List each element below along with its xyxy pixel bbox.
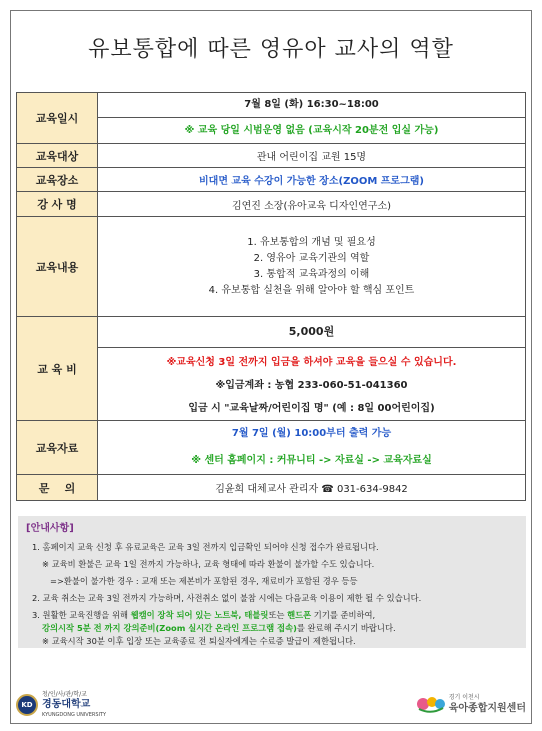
- target-value: 관내 어린이집 교원 15명: [98, 144, 526, 168]
- fee-deposit-note: 입금 시 "교육날짜/어린이집 명" (예 : 8일 00어린이집): [188, 403, 435, 414]
- notice-box: [18, 516, 526, 648]
- place-value: 비대면 교육 수강이 가능한 장소(ZOOM 프로그램): [98, 168, 526, 192]
- notice-highlight: 강의시작 5분 전 까지 강의준비(Zoom 실시간 온라인 프로그램 접속): [42, 623, 297, 633]
- label-target: 교육대상: [17, 144, 98, 168]
- date-note: ※ 교육 당일 시범운영 없음 (교육시작 20분전 입실 가능): [184, 125, 439, 136]
- university-name-en: KYUNGDONG UNIVERSITY: [42, 712, 107, 718]
- university-name: 경동대학교: [42, 699, 91, 710]
- label-instructor: 강 사 명: [17, 192, 98, 217]
- fee-account: ※입금계좌 : 농협 233-060-51-041360: [215, 380, 408, 391]
- materials-date: 7월 7일 (월) 10:00부터 출력 가능: [231, 428, 392, 439]
- fee-warning: ※교육신청 3일 전까지 입금을 하셔야 교육을 들으실 수 있습니다.: [166, 357, 457, 368]
- contact-value: 김윤희 대체교사 관리자 ☎ 031-634-9842: [98, 475, 526, 501]
- row-contents: [17, 217, 526, 317]
- label-contents: 교육내용: [17, 217, 98, 317]
- instructor-value: 김연진 소장(유아교육 디자인연구소): [98, 192, 526, 217]
- center-region: 경기 이천시: [448, 694, 480, 701]
- label-date: 교육일시: [17, 93, 98, 144]
- row-instructor: [17, 192, 526, 217]
- row-date: [17, 93, 526, 144]
- notice-line: [26, 609, 518, 622]
- contents-item: 4. 유보통합 실천을 위해 알아야 할 핵심 포인트: [208, 284, 415, 296]
- contents-list: [98, 217, 526, 317]
- university-seal-icon: KD: [16, 694, 38, 716]
- label-materials: 교육자료: [17, 421, 98, 475]
- contents-item: 1. 유보통합의 개념 및 필요성: [247, 236, 376, 248]
- center-name: 육아종합지원센터: [448, 703, 526, 714]
- page-title: 유보통합에 따른 영유아 교사의 역할: [88, 37, 454, 62]
- notice-text: 기기를 준비하여,: [311, 610, 376, 620]
- center-logo: [416, 692, 526, 714]
- notice-text: 3. 원활한 교육진행을 위해: [32, 610, 131, 620]
- fee-amount: 5,000원: [98, 317, 525, 348]
- notice-heading: [안내사항]: [26, 523, 74, 534]
- notice-text: 또는: [268, 610, 288, 620]
- notice-line: ※ 교육시작 30분 이후 입장 또는 교육종료 전 퇴실자에게는 수료증 발급이 제한됩니다.: [42, 636, 356, 646]
- contents-item: 2. 영유아 교육기관의 역할: [253, 252, 370, 264]
- notice-line: 2. 교육 취소는 교육 3일 전까지 가능하며, 사전취소 없이 불참 시에는 다음교육 이용이 제한 될 수 있습니다.: [32, 593, 422, 603]
- row-place: [17, 168, 526, 192]
- row-target: [17, 144, 526, 168]
- label-place: 교육장소: [17, 168, 98, 192]
- notice-text: 를 완료해 주시기 바랍니다.: [296, 623, 396, 633]
- row-fee: [17, 317, 526, 421]
- row-materials: [17, 421, 526, 475]
- date-time: 7월 8일 (화) 16:30~18:00: [98, 93, 525, 118]
- label-fee: 교 육 비: [17, 317, 98, 421]
- center-mark-icon: [416, 693, 446, 713]
- notice-highlight: 웹캠이 장착 되어 있는 노트북, 태블릿: [130, 610, 269, 620]
- university-logo: [16, 690, 106, 720]
- info-table: [16, 92, 526, 501]
- materials-link: ※ 센터 홈페이지 : 커뮤니티 -> 자료실 -> 교육자료실: [191, 455, 432, 466]
- notice-line: [26, 622, 518, 635]
- contents-item: 3. 통합적 교육과정의 이해: [253, 268, 370, 280]
- notice-line: =>환불이 불가한 경우 : 교재 또는 제본비가 포함된 경우, 재료비가 포함된 경우 등등: [50, 576, 358, 586]
- label-contact: 문 의: [17, 475, 98, 501]
- notice-line: ※ 교육비 환불은 교육 1일 전까지 가능하나, 교육 형태에 따라 환불이 불가할 수도 있습니다.: [42, 559, 375, 569]
- footer: [10, 686, 532, 726]
- notice-line: 1. 홈페이지 교육 신청 후 유료교육은 교육 3일 전까지 입금확인 되어야 신청 접수가 완료됩니다.: [32, 542, 379, 552]
- university-slogan: 청/인/사/관/학/교: [42, 691, 87, 698]
- notice-highlight: 핸드폰: [287, 610, 312, 620]
- row-contact: [17, 475, 526, 501]
